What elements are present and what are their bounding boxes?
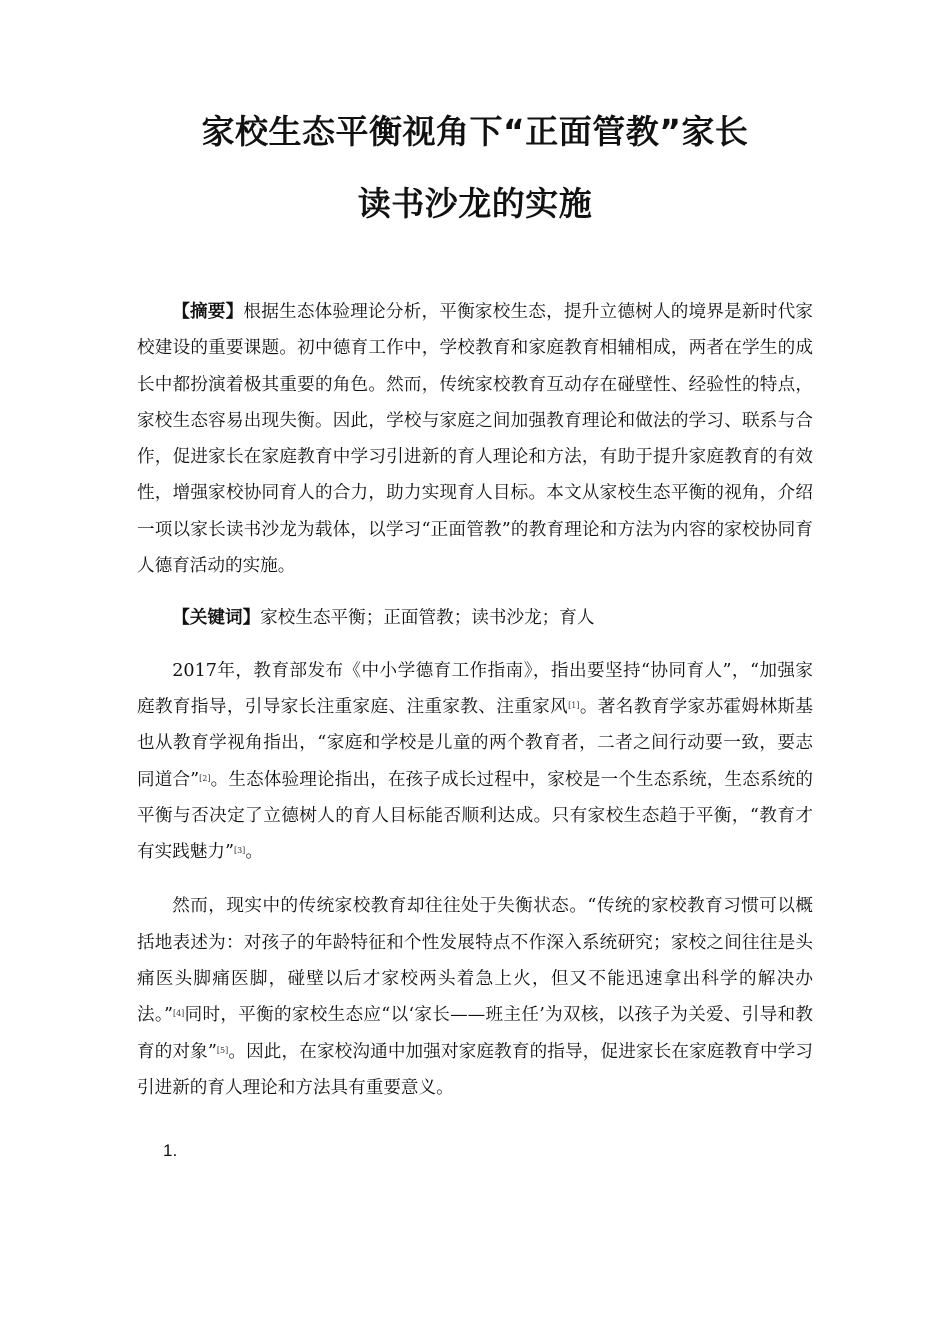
- citation-ref-5: [5]: [216, 1045, 229, 1055]
- body-text: 。因此，在家校沟通中加强对家庭教育的指导，促进家长在家庭教育中学习引进新的育人理论和方法具有重要意义。: [137, 1041, 813, 1098]
- citation-ref-2: [2]: [199, 773, 211, 783]
- abstract-text: 根据生态体验理论分析，平衡家校生态，提升立德树人的境界是新时代家校建设的重要课题。初中德育工作中，学校教育和家庭教育相辅相成，两者在学生的成长中都扮演着极其重要的角色。然而，传统家校教育互动存在碰壁性、经验性的特点，家校生态容易出现失衡。因此，学校与家庭之间加强教育理论和做法的学习、联系与合作，促进家长在家庭教育中学习引进新的育人理论和方法，有助于提升家庭教育的有效性，增强家校协同育人的合力，助力实现育人目标。本文从家校生态平衡的视角，介绍一项以家长读书沙龙为载体，以学习“正面管教”的教育理论和方法为内容的家校协同育人德育活动的实施。: [137, 302, 813, 577]
- paper-title: [137, 0, 813, 240]
- keywords-text: 家校生态平衡；正面管教；读书沙龙；育人: [260, 608, 595, 629]
- body-text: 。著名教育学家苏霍姆林斯基也从教育学视角指出，“家庭和学校是儿童的两个教育者，二者之间行动要一致，要志同道合”: [137, 696, 813, 790]
- body-text: 2017年，教育部发布《中小学德育工作指南》，指出要坚持“协同育人”，“加强家庭教育指导，引导家长注重家庭、注重家教、注重家风: [137, 660, 813, 717]
- abstract-label: 【摘要】: [172, 302, 244, 322]
- body-text: 然而，现实中的传统家校教育却往往处于失衡状态。“传统的家校教育习惯可以概括地表述为：对孩子的年龄特征和个性发展特点不作深入系统研究；家校之间往往是头痛医头脚痛医脚，碰壁以后才家校两头着急上火，但又不能迅速拿出科学的解决办法。”: [137, 896, 813, 1026]
- citation-ref-3: [3]: [233, 846, 246, 856]
- abstract-paragraph: [137, 294, 813, 584]
- paper-title-line-2: 读书沙龙的实施: [357, 184, 593, 223]
- citation-ref-1: [1]: [568, 700, 580, 710]
- body-paragraph-1: [137, 653, 813, 871]
- body-paragraph-2: [137, 888, 813, 1106]
- section-number: 1.: [163, 1141, 178, 1161]
- body-text: 。: [245, 842, 263, 863]
- body-text: 同时，平衡的家校生态应“以‘家长——班主任’为双核，以孩子为关爱、引导和教育的对象”: [137, 1005, 814, 1062]
- keywords-paragraph: [137, 600, 813, 636]
- body-text: 。生态体验理论指出，在孩子成长过程中，家校是一个生态系统，生态系统的平衡与否决定了立德树人的育人目标能否顺利达成。只有家校生态趋于平衡，“教育才有实践魅力”: [137, 769, 813, 863]
- citation-ref-4: [4]: [172, 1009, 185, 1019]
- paper-title-line-1: 家校生态平衡视角下“正面管教”家长: [201, 112, 749, 151]
- keywords-label: 【关键词】: [172, 608, 261, 629]
